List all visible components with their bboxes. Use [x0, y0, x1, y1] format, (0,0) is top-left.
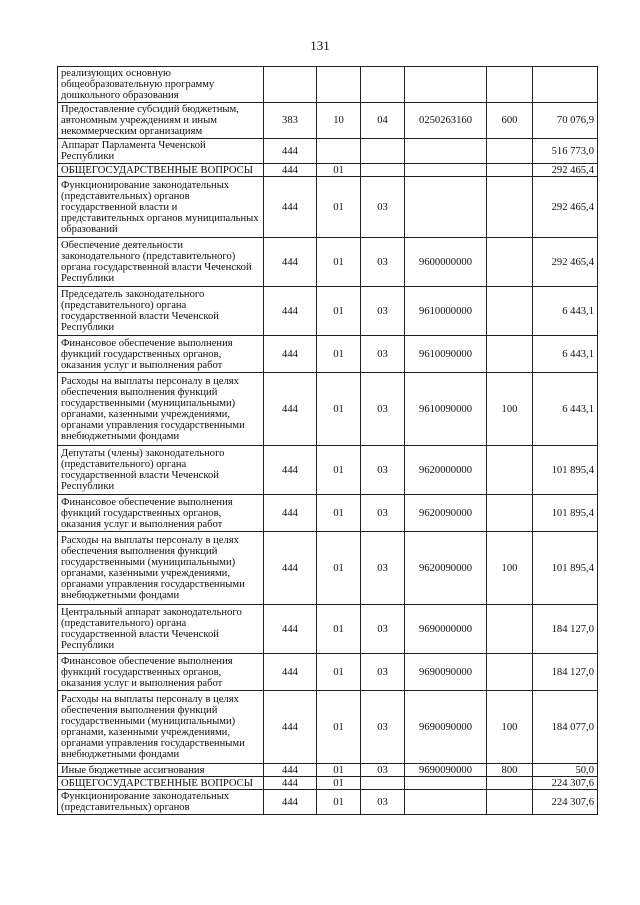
cell-expense-type: [487, 164, 533, 177]
table-row: [58, 764, 598, 777]
cell-expense-type: 800: [487, 764, 533, 777]
cell-subsection: 03: [361, 605, 405, 654]
cell-ministry: 444: [264, 373, 317, 446]
cell-subsection: 03: [361, 373, 405, 446]
cell-amount: 184 127,0: [533, 654, 598, 691]
cell-expense-type: [487, 336, 533, 373]
cell-section: 01: [317, 605, 361, 654]
table-row: [58, 177, 598, 238]
cell-subsection: [361, 164, 405, 177]
table-row: [58, 790, 598, 815]
table-row: [58, 532, 598, 605]
cell-section: 01: [317, 654, 361, 691]
cell-expense-type: 100: [487, 691, 533, 764]
table-row: [58, 336, 598, 373]
cell-target: 9610090000: [405, 336, 487, 373]
cell-amount: [533, 67, 598, 103]
table-row: [58, 238, 598, 287]
table-row: [58, 605, 598, 654]
cell-ministry: 444: [264, 164, 317, 177]
cell-subsection: 03: [361, 654, 405, 691]
cell-section: 10: [317, 103, 361, 139]
cell-expense-type: 100: [487, 532, 533, 605]
cell-expense-type: 100: [487, 373, 533, 446]
cell-target: 9610090000: [405, 373, 487, 446]
table-row: [58, 654, 598, 691]
cell-expense-type: [487, 177, 533, 238]
cell-expense-type: [487, 139, 533, 164]
cell-expense-type: [487, 287, 533, 336]
cell-name: ОБЩЕГОСУДАРСТВЕННЫЕ ВОПРОСЫ: [58, 164, 264, 177]
table-row: [58, 287, 598, 336]
cell-name: Функционирование законодательных (представительных) органов государственной власти и представительных органов муниципальных образований: [58, 177, 264, 238]
cell-amount: 184 077,0: [533, 691, 598, 764]
cell-amount: 292 465,4: [533, 164, 598, 177]
cell-target: 9690000000: [405, 605, 487, 654]
cell-amount: 516 773,0: [533, 139, 598, 164]
cell-name: Председатель законодательного (представительного) органа государственной власти Чеченской Республики: [58, 287, 264, 336]
cell-name: Расходы на выплаты персоналу в целях обеспечения выполнения функций государственными (муниципальными) органами, казенными учреждениями, органами управления государственными внебюджетными фондами: [58, 691, 264, 764]
budget-table: [57, 66, 598, 815]
cell-target: 9690090000: [405, 691, 487, 764]
cell-name: ОБЩЕГОСУДАРСТВЕННЫЕ ВОПРОСЫ: [58, 777, 264, 790]
cell-name: Финансовое обеспечение выполнения функций государственных органов, оказания услуг и выполнения работ: [58, 336, 264, 373]
cell-amount: 70 076,9: [533, 103, 598, 139]
cell-name: Расходы на выплаты персоналу в целях обеспечения выполнения функций государственными (муниципальными) органами, казенными учреждениями, органами управления государственными внебюджетными фондами: [58, 532, 264, 605]
cell-target: [405, 777, 487, 790]
cell-expense-type: [487, 446, 533, 495]
cell-ministry: 444: [264, 177, 317, 238]
cell-subsection: 03: [361, 336, 405, 373]
cell-amount: 101 895,4: [533, 532, 598, 605]
cell-subsection: [361, 777, 405, 790]
cell-subsection: 03: [361, 446, 405, 495]
cell-amount: 101 895,4: [533, 495, 598, 532]
cell-target: 9620090000: [405, 495, 487, 532]
cell-ministry: 444: [264, 139, 317, 164]
cell-target: 9690090000: [405, 764, 487, 777]
cell-name: Центральный аппарат законодательного (представительного) органа государственной власти Чеченской Республики: [58, 605, 264, 654]
cell-ministry: 383: [264, 103, 317, 139]
table-row: [58, 691, 598, 764]
cell-expense-type: [487, 605, 533, 654]
cell-expense-type: [487, 67, 533, 103]
cell-name: Обеспечение деятельности законодательного (представительного) органа государственной власти Чеченской Республики: [58, 238, 264, 287]
cell-subsection: 03: [361, 764, 405, 777]
cell-ministry: 444: [264, 336, 317, 373]
cell-ministry: 444: [264, 532, 317, 605]
cell-section: 01: [317, 373, 361, 446]
cell-target: [405, 177, 487, 238]
cell-ministry: 444: [264, 691, 317, 764]
table-row: [58, 446, 598, 495]
cell-amount: 184 127,0: [533, 605, 598, 654]
table-row: [58, 373, 598, 446]
cell-name: Иные бюджетные ассигнования: [58, 764, 264, 777]
cell-target: [405, 67, 487, 103]
cell-name: Аппарат Парламента Чеченской Республики: [58, 139, 264, 164]
table-row: [58, 103, 598, 139]
cell-expense-type: [487, 654, 533, 691]
cell-subsection: 03: [361, 287, 405, 336]
cell-section: 01: [317, 446, 361, 495]
cell-amount: 224 307,6: [533, 777, 598, 790]
cell-subsection: 03: [361, 495, 405, 532]
cell-name: Финансовое обеспечение выполнения функций государственных органов, оказания услуг и выполнения работ: [58, 654, 264, 691]
cell-target: 9690090000: [405, 654, 487, 691]
cell-target: [405, 164, 487, 177]
cell-ministry: 444: [264, 764, 317, 777]
cell-expense-type: [487, 777, 533, 790]
cell-section: 01: [317, 764, 361, 777]
cell-ministry: [264, 67, 317, 103]
cell-name: Предоставление субсидий бюджетным, автономным учреждениям и иным некоммерческим организациям: [58, 103, 264, 139]
cell-target: 9610000000: [405, 287, 487, 336]
table-row: [58, 139, 598, 164]
cell-subsection: 03: [361, 790, 405, 815]
cell-amount: 6 443,1: [533, 336, 598, 373]
cell-section: 01: [317, 336, 361, 373]
cell-expense-type: [487, 238, 533, 287]
cell-target: 9620090000: [405, 532, 487, 605]
cell-amount: 6 443,1: [533, 373, 598, 446]
cell-name: Функционирование законодательных (представительных) органов: [58, 790, 264, 815]
table-row: [58, 495, 598, 532]
cell-ministry: 444: [264, 790, 317, 815]
cell-ministry: 444: [264, 287, 317, 336]
cell-subsection: [361, 67, 405, 103]
cell-subsection: 04: [361, 103, 405, 139]
cell-target: [405, 139, 487, 164]
cell-name: Финансовое обеспечение выполнения функций государственных органов, оказания услуг и выполнения работ: [58, 495, 264, 532]
cell-expense-type: 600: [487, 103, 533, 139]
cell-section: 01: [317, 164, 361, 177]
cell-section: [317, 139, 361, 164]
cell-section: 01: [317, 691, 361, 764]
cell-section: 01: [317, 177, 361, 238]
cell-amount: 224 307,6: [533, 790, 598, 815]
cell-name: Расходы на выплаты персоналу в целях обеспечения выполнения функций государственными (муниципальными) органами, казенными учреждениями, органами управления государственными внебюджетными фондами: [58, 373, 264, 446]
cell-name: Депутаты (члены) законодательного (представительного) органа государственной власти Чеченской Республики: [58, 446, 264, 495]
cell-ministry: 444: [264, 495, 317, 532]
cell-amount: 6 443,1: [533, 287, 598, 336]
cell-target: [405, 790, 487, 815]
cell-section: 01: [317, 287, 361, 336]
page-number: 131: [310, 38, 330, 53]
cell-section: 01: [317, 238, 361, 287]
cell-target: 9620000000: [405, 446, 487, 495]
table-row: [58, 67, 598, 103]
cell-subsection: 03: [361, 238, 405, 287]
cell-subsection: 03: [361, 532, 405, 605]
cell-subsection: 03: [361, 691, 405, 764]
cell-section: 01: [317, 532, 361, 605]
cell-ministry: 444: [264, 605, 317, 654]
cell-ministry: 444: [264, 654, 317, 691]
table-row: [58, 164, 598, 177]
cell-name: реализующих основную общеобразовательную программу дошкольного образования: [58, 67, 264, 103]
cell-target: 9600000000: [405, 238, 487, 287]
cell-subsection: 03: [361, 177, 405, 238]
cell-amount: 292 465,4: [533, 177, 598, 238]
cell-section: 01: [317, 777, 361, 790]
cell-expense-type: [487, 790, 533, 815]
cell-ministry: 444: [264, 777, 317, 790]
cell-subsection: [361, 139, 405, 164]
cell-section: 01: [317, 495, 361, 532]
cell-ministry: 444: [264, 446, 317, 495]
cell-target: 0250263160: [405, 103, 487, 139]
cell-section: [317, 67, 361, 103]
cell-amount: 50,0: [533, 764, 598, 777]
cell-section: 01: [317, 790, 361, 815]
cell-ministry: 444: [264, 238, 317, 287]
table-row: [58, 777, 598, 790]
cell-amount: 292 465,4: [533, 238, 598, 287]
cell-amount: 101 895,4: [533, 446, 598, 495]
cell-expense-type: [487, 495, 533, 532]
